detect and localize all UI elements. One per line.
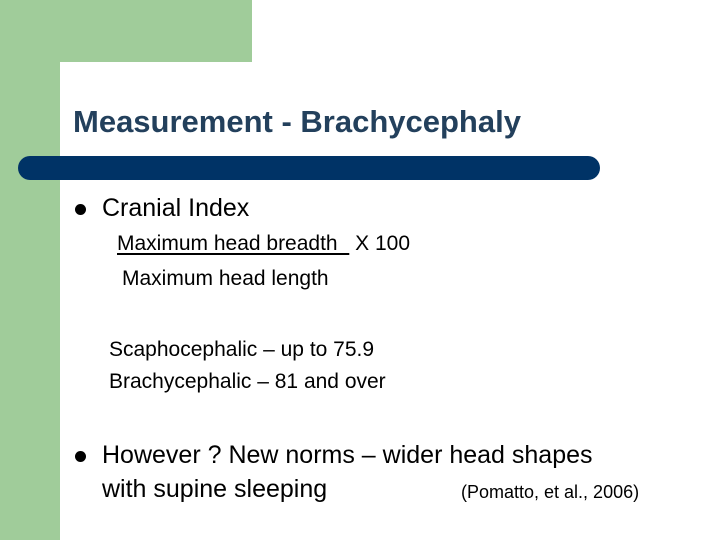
title-underline-bar [18,156,600,180]
bullet-dot-2 [75,451,86,462]
citation: (Pomatto, et al., 2006) [461,482,640,502]
top-accent-block [0,0,252,62]
bullet-cranial-index: Cranial Index [102,194,250,222]
bullet-new-norms-line2: with supine sleeping [102,475,328,503]
bullet-dot-1 [75,204,86,215]
formula-denominator: Maximum head length [122,267,329,290]
formula-numerator-line [117,232,410,256]
formula-multiplier: X 100 [349,232,411,255]
bullet-new-norms-line1: However ? New norms – wider head shapes [102,441,593,469]
range-brachycephalic: Brachycephalic – 81 and over [109,370,386,393]
left-accent-bar [0,0,60,540]
range-scaphocephalic: Scaphocephalic – up to 75.9 [109,338,375,361]
slide-title: Measurement - Brachycephaly [73,104,521,139]
formula-numerator: Maximum head breadth [117,232,350,255]
